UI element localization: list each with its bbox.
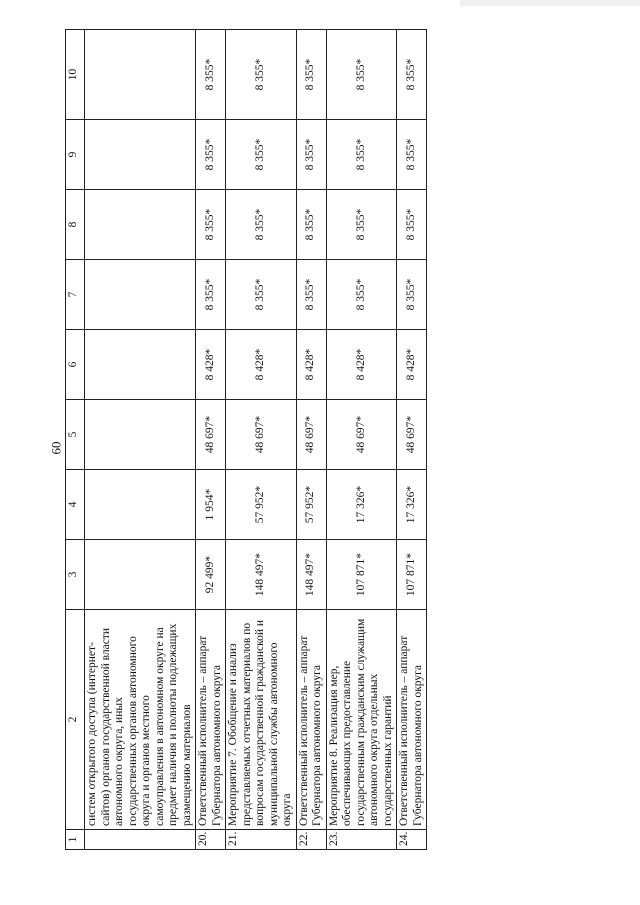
value-cell: 8 428* <box>296 330 326 400</box>
value-cell: 8 355* <box>296 120 326 190</box>
value-cell: 57 952* <box>226 470 297 540</box>
column-header: 4 <box>66 470 85 540</box>
page-number: 60 <box>48 441 64 455</box>
row-description: Мероприятие 8. Реализация мер, обеспечивающих предоставление государственным гражданским служащим автономного округа отдельных государственных гарантий <box>326 610 397 830</box>
column-header: 2 <box>66 610 85 830</box>
table-body <box>85 30 427 850</box>
value-cell: 107 871* <box>397 540 427 610</box>
value-cell <box>85 260 196 330</box>
rotated-table <box>65 30 601 850</box>
column-header: 3 <box>66 540 85 610</box>
column-header: 8 <box>66 190 85 260</box>
column-header: 9 <box>66 120 85 190</box>
value-cell: 8 355* <box>196 260 226 330</box>
value-cell: 8 355* <box>226 30 297 120</box>
column-header: 7 <box>66 260 85 330</box>
table-row <box>196 30 226 850</box>
row-description: Ответственный исполнитель – аппарат Губернатора автономного округа <box>296 610 326 830</box>
column-header: 5 <box>66 400 85 470</box>
value-cell <box>85 30 196 120</box>
value-cell: 8 355* <box>296 190 326 260</box>
column-header: 1 <box>66 830 85 850</box>
table-row <box>296 30 326 850</box>
value-cell: 8 355* <box>226 190 297 260</box>
value-cell: 8 428* <box>326 330 397 400</box>
row-index: 20. <box>196 830 226 850</box>
value-cell: 8 355* <box>326 260 397 330</box>
column-header: 10 <box>66 30 85 120</box>
row-index: 24. <box>397 830 427 850</box>
value-cell: 8 355* <box>296 260 326 330</box>
value-cell: 1 954* <box>196 470 226 540</box>
value-cell: 48 697* <box>226 400 297 470</box>
row-index: 23. <box>326 830 397 850</box>
value-cell: 8 428* <box>196 330 226 400</box>
budget-table <box>65 29 427 850</box>
value-cell: 148 497* <box>296 540 326 610</box>
row-index: 22. <box>296 830 326 850</box>
value-cell: 48 697* <box>296 400 326 470</box>
table-row <box>226 30 297 850</box>
value-cell: 48 697* <box>196 400 226 470</box>
value-cell: 57 952* <box>296 470 326 540</box>
value-cell: 8 355* <box>226 260 297 330</box>
value-cell: 17 326* <box>397 470 427 540</box>
row-description: Ответственный исполнитель – аппарат Губернатора автономного округа <box>397 610 427 830</box>
value-cell: 8 355* <box>196 120 226 190</box>
value-cell <box>85 540 196 610</box>
value-cell: 107 871* <box>326 540 397 610</box>
value-cell: 8 428* <box>397 330 427 400</box>
row-description: Мероприятие 7. Обобщение и анализ представляемых отчетных материалов по вопросам государственной гражданской и муниципальной службы автономного округа <box>226 610 297 830</box>
row-index: 21. <box>226 830 297 850</box>
value-cell <box>85 190 196 260</box>
value-cell: 148 497* <box>226 540 297 610</box>
value-cell: 48 697* <box>397 400 427 470</box>
value-cell: 8 428* <box>226 330 297 400</box>
table-row <box>397 30 427 850</box>
header-row <box>66 30 85 850</box>
row-description: систем открытого доступа (интернет-сайтов) органов государственной власти автономного округа, иных государственных органов автономного округа и органов местного самоуправления в автономном округе на предмет наличия и полноты подлежащих размещению материалов <box>85 610 196 830</box>
value-cell: 8 355* <box>226 120 297 190</box>
value-cell <box>85 400 196 470</box>
table-row <box>85 30 196 850</box>
table-container <box>65 30 601 850</box>
value-cell: 8 355* <box>326 190 397 260</box>
row-description: Ответственный исполнитель – аппарат Губернатора автономного округа <box>196 610 226 830</box>
value-cell: 17 326* <box>326 470 397 540</box>
value-cell: 8 355* <box>397 190 427 260</box>
value-cell: 92 499* <box>196 540 226 610</box>
value-cell <box>85 470 196 540</box>
value-cell: 8 355* <box>326 30 397 120</box>
value-cell: 8 355* <box>397 120 427 190</box>
scan-edge-mark <box>460 0 640 6</box>
value-cell: 8 355* <box>397 260 427 330</box>
column-header: 6 <box>66 330 85 400</box>
value-cell: 8 355* <box>397 30 427 120</box>
value-cell <box>85 330 196 400</box>
value-cell <box>85 120 196 190</box>
value-cell: 8 355* <box>196 190 226 260</box>
value-cell: 8 355* <box>326 120 397 190</box>
value-cell: 8 355* <box>196 30 226 120</box>
row-index <box>85 830 196 850</box>
value-cell: 48 697* <box>326 400 397 470</box>
value-cell: 8 355* <box>296 30 326 120</box>
table-row <box>326 30 397 850</box>
